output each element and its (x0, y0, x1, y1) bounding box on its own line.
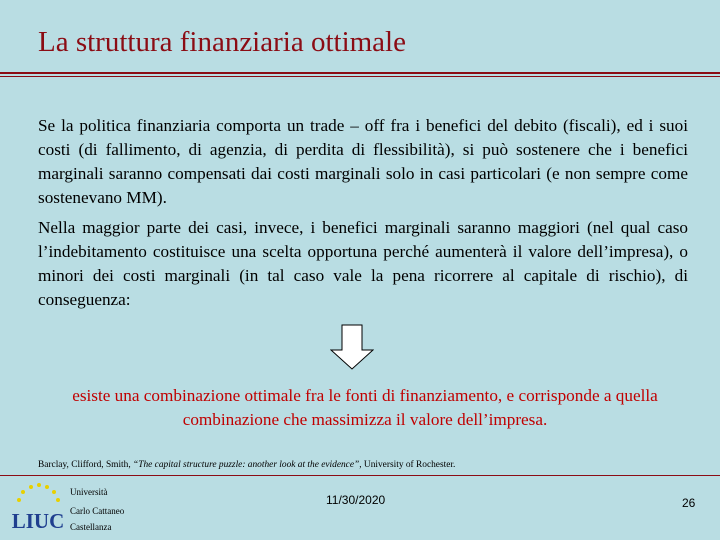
slide-date: 11/30/2020 (326, 493, 386, 507)
body-paragraph-1: Se la politica finanziaria comporta un trade – off fra i benefici del debito (fiscali), ed i suoi costi (di fallimento, di agenzia, di perdita di flessibilità), si può sostenere che i benefici marginali saranno compensati dai costi marginali solo in casi particolari (e non sempre come sostenevano MM). (38, 116, 688, 207)
body-paragraph-2: Nella maggior parte dei casi, invece, i benefici marginali saranno maggiori (nel qual caso l’indebitamento costituisce una scelta opportuna perché aumenterà il valore dell’impresa), o minori dei costi marginali (in tal caso vale la pena ricorrere al capitale di rischio), di conseguenza: (38, 218, 688, 309)
citation-title: “The capital structure puzzle: another look at the evidence” (133, 460, 360, 470)
footer-divider (0, 475, 720, 476)
university-line-2: Carlo Cattaneo (70, 506, 125, 516)
citation (38, 460, 455, 470)
logo-text: LIUC (11, 509, 65, 533)
liuc-logo (11, 482, 65, 534)
university-line-1: Università (70, 487, 108, 497)
title-divider-thin (0, 76, 720, 77)
university-line-3: Castellanza (70, 522, 112, 532)
title-divider (0, 72, 720, 74)
conclusion-text: esiste una combinazione ottimale fra le fonti di finanziamento, e corrisponde a quella combinazione che massimizza il valore dell’impresa. (72, 386, 658, 429)
citation-authors: Barclay, Clifford, Smith, (38, 460, 134, 470)
down-arrow-icon (330, 324, 374, 370)
page-number: 26 (682, 496, 696, 510)
citation-publisher: , University of Rochester. (359, 460, 456, 470)
slide-title: La struttura finanziaria ottimale (38, 26, 406, 58)
